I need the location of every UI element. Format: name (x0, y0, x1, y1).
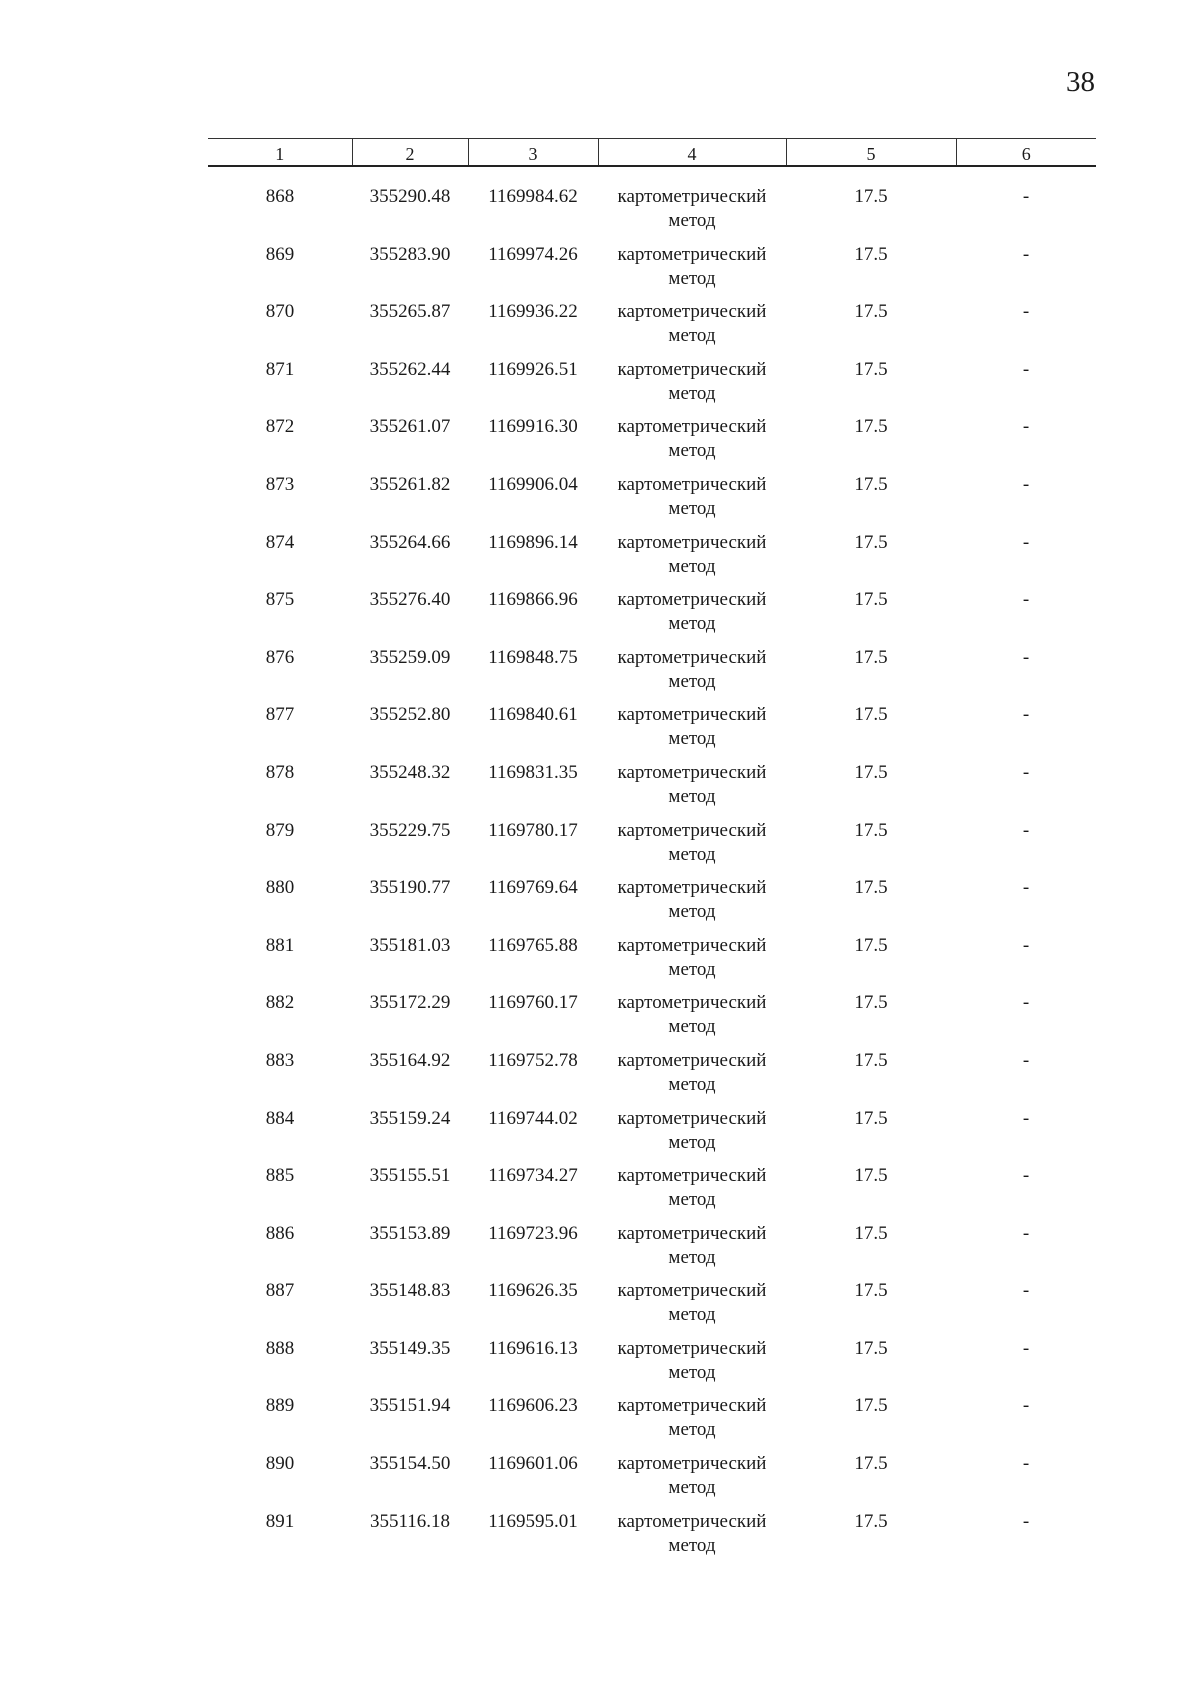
y-coordinate-cell: 1169831.35 (488, 761, 578, 783)
column-header: 3 (468, 139, 598, 167)
x-coordinate-cell: 355261.82 (369, 473, 451, 495)
method-text: метод (668, 1073, 716, 1095)
method-text: метод (668, 555, 716, 577)
x-coordinate-cell: 355155.51 (369, 1165, 451, 1187)
table-row (208, 703, 1096, 761)
method-cell (598, 531, 786, 589)
accuracy-cell: 17.5 (854, 473, 888, 495)
page-number: 38 (1066, 66, 1095, 98)
note-cell: - (1022, 704, 1030, 726)
x-coordinate-cell: 355149.35 (369, 1337, 451, 1359)
x-coordinate-cell: 355252.80 (369, 704, 451, 726)
method-text: метод (668, 1419, 716, 1441)
accuracy-cell: 17.5 (854, 589, 888, 611)
method-text: метод (668, 785, 716, 807)
method-cell (598, 934, 786, 992)
note-cell: - (1022, 819, 1030, 841)
y-coordinate-cell: 1169906.04 (488, 473, 578, 495)
method-text: метод (668, 613, 716, 635)
x-coordinate-cell: 355265.87 (369, 301, 451, 323)
table-row (208, 1164, 1096, 1222)
accuracy-cell: 17.5 (854, 1280, 888, 1302)
point-number-cell: 880 (265, 877, 295, 899)
y-coordinate-cell: 1169926.51 (488, 358, 578, 380)
note-cell: - (1022, 531, 1030, 553)
x-coordinate-cell: 355172.29 (369, 992, 451, 1014)
method-text: метод (668, 843, 716, 865)
method-text: картометрический (617, 1510, 767, 1532)
method-text: картометрический (617, 1395, 767, 1417)
y-coordinate-cell: 1169866.96 (488, 589, 578, 611)
table-body (208, 166, 1096, 1567)
method-text: картометрический (617, 1337, 767, 1359)
note-cell: - (1022, 473, 1030, 495)
table-row (208, 473, 1096, 531)
point-number-cell: 870 (265, 301, 295, 323)
note-cell: - (1022, 243, 1030, 265)
point-number-cell: 886 (265, 1222, 295, 1244)
point-number-cell: 876 (265, 646, 295, 668)
y-coordinate-cell: 1169744.02 (488, 1107, 578, 1129)
table-header-row (208, 139, 1096, 167)
table-row (208, 646, 1096, 704)
x-coordinate-cell: 355154.50 (369, 1453, 451, 1475)
accuracy-cell: 17.5 (854, 646, 888, 668)
y-coordinate-cell: 1169840.61 (488, 704, 578, 726)
y-coordinate-cell: 1169595.01 (488, 1510, 578, 1532)
accuracy-cell: 17.5 (854, 992, 888, 1014)
point-number-cell: 881 (265, 934, 295, 956)
accuracy-cell: 17.5 (854, 1395, 888, 1417)
x-coordinate-cell: 355290.48 (369, 186, 451, 207)
table-row (208, 1107, 1096, 1165)
table-row (208, 1452, 1096, 1510)
method-text: метод (668, 728, 716, 750)
column-header: 6 (956, 139, 1096, 167)
y-coordinate-cell: 1169734.27 (488, 1165, 578, 1187)
note-cell: - (1022, 1395, 1030, 1417)
y-coordinate-cell: 1169626.35 (488, 1280, 578, 1302)
method-text: картометрический (617, 704, 767, 726)
method-text: картометрический (617, 473, 767, 495)
method-text: картометрический (617, 1049, 767, 1071)
x-coordinate-cell: 355181.03 (369, 934, 451, 956)
method-text: картометрический (617, 358, 767, 380)
y-coordinate-cell: 1169936.22 (488, 301, 578, 323)
y-coordinate-cell: 1169606.23 (488, 1395, 578, 1417)
point-number-cell: 887 (265, 1280, 295, 1302)
table-row (208, 819, 1096, 877)
accuracy-cell: 17.5 (854, 1453, 888, 1475)
table-row (208, 1394, 1096, 1452)
point-number-cell: 874 (265, 531, 295, 553)
method-cell (598, 991, 786, 1049)
method-cell (598, 819, 786, 877)
y-coordinate-cell: 1169760.17 (488, 992, 578, 1014)
method-cell (598, 876, 786, 934)
point-number-cell: 889 (265, 1395, 295, 1417)
note-cell: - (1022, 1337, 1030, 1359)
method-cell (598, 358, 786, 416)
table-row (208, 1222, 1096, 1280)
table-row (208, 166, 1096, 243)
table-row (208, 1049, 1096, 1107)
x-coordinate-cell: 355148.83 (369, 1280, 451, 1302)
method-cell (598, 1394, 786, 1452)
method-cell (598, 415, 786, 473)
y-coordinate-cell: 1169896.14 (488, 531, 578, 553)
x-coordinate-cell: 355283.90 (369, 243, 451, 265)
method-cell (598, 703, 786, 761)
table-row (208, 243, 1096, 301)
method-cell (598, 646, 786, 704)
table-row (208, 1510, 1096, 1568)
accuracy-cell: 17.5 (854, 358, 888, 380)
note-cell: - (1022, 1453, 1030, 1475)
method-text: картометрический (617, 531, 767, 553)
method-text: картометрический (617, 992, 767, 1014)
x-coordinate-cell: 355190.77 (369, 877, 451, 899)
accuracy-cell: 17.5 (854, 301, 888, 323)
note-cell: - (1022, 589, 1030, 611)
method-cell (598, 473, 786, 531)
point-number-cell: 871 (265, 358, 295, 380)
method-cell (598, 1107, 786, 1165)
method-cell (598, 1452, 786, 1510)
point-number-cell: 883 (265, 1049, 295, 1071)
y-coordinate-cell: 1169769.64 (488, 877, 578, 899)
method-text: метод (668, 440, 716, 462)
note-cell: - (1022, 1510, 1030, 1532)
note-cell: - (1022, 301, 1030, 323)
table-row (208, 588, 1096, 646)
column-header: 1 (208, 139, 352, 167)
method-text: картометрический (617, 301, 767, 323)
method-text: картометрический (617, 1222, 767, 1244)
x-coordinate-cell: 355276.40 (369, 589, 451, 611)
note-cell: - (1022, 358, 1030, 380)
x-coordinate-cell: 355151.94 (369, 1395, 451, 1417)
method-text: метод (668, 1131, 716, 1153)
method-text: картометрический (617, 934, 767, 956)
method-text: метод (668, 1246, 716, 1268)
point-number-cell: 877 (265, 704, 295, 726)
note-cell: - (1022, 934, 1030, 956)
x-coordinate-cell: 355248.32 (369, 761, 451, 783)
accuracy-cell: 17.5 (854, 243, 888, 265)
method-text: картометрический (617, 877, 767, 899)
y-coordinate-cell: 1169848.75 (488, 646, 578, 668)
table-row (208, 531, 1096, 589)
point-number-cell: 890 (265, 1453, 295, 1475)
method-text: картометрический (617, 186, 767, 207)
x-coordinate-cell: 355259.09 (369, 646, 451, 668)
column-header: 5 (786, 139, 956, 167)
accuracy-cell: 17.5 (854, 877, 888, 899)
accuracy-cell: 17.5 (854, 1337, 888, 1359)
accuracy-cell: 17.5 (854, 704, 888, 726)
method-text: метод (668, 1016, 716, 1038)
point-number-cell: 873 (265, 473, 295, 495)
note-cell: - (1022, 761, 1030, 783)
x-coordinate-cell: 355164.92 (369, 1049, 451, 1071)
method-text: картометрический (617, 1453, 767, 1475)
method-cell (598, 1222, 786, 1280)
method-text: картометрический (617, 416, 767, 438)
method-cell (598, 1510, 786, 1568)
y-coordinate-cell: 1169984.62 (488, 186, 578, 207)
point-number-cell: 882 (265, 992, 295, 1014)
method-cell (598, 1049, 786, 1107)
x-coordinate-cell: 355262.44 (369, 358, 451, 380)
method-text: картометрический (617, 1107, 767, 1129)
accuracy-cell: 17.5 (854, 761, 888, 783)
note-cell: - (1022, 416, 1030, 438)
method-text: метод (668, 382, 716, 404)
note-cell: - (1022, 1280, 1030, 1302)
y-coordinate-cell: 1169765.88 (488, 934, 578, 956)
method-text: картометрический (617, 1280, 767, 1302)
method-text: картометрический (617, 646, 767, 668)
point-number-cell: 872 (265, 416, 295, 438)
point-number-cell: 885 (265, 1165, 295, 1187)
method-text: метод (668, 1304, 716, 1326)
note-cell: - (1022, 1049, 1030, 1071)
method-text: метод (668, 210, 716, 231)
point-number-cell: 879 (265, 819, 295, 841)
accuracy-cell: 17.5 (854, 186, 888, 207)
method-text: метод (668, 325, 716, 347)
table-row (208, 1337, 1096, 1395)
method-text: метод (668, 1189, 716, 1211)
point-number-cell: 868 (265, 186, 295, 207)
accuracy-cell: 17.5 (854, 1107, 888, 1129)
column-header: 4 (598, 139, 786, 167)
accuracy-cell: 17.5 (854, 819, 888, 841)
method-cell (598, 1337, 786, 1395)
method-text: метод (668, 267, 716, 289)
note-cell: - (1022, 1165, 1030, 1187)
method-text: метод (668, 497, 716, 519)
method-text: метод (668, 1534, 716, 1556)
accuracy-cell: 17.5 (854, 934, 888, 956)
note-cell: - (1022, 1107, 1030, 1129)
method-text: картометрический (617, 243, 767, 265)
method-cell (598, 300, 786, 358)
method-text: метод (668, 1361, 716, 1383)
method-text: метод (668, 901, 716, 923)
accuracy-cell: 17.5 (854, 531, 888, 553)
point-number-cell: 869 (265, 243, 295, 265)
point-number-cell: 875 (265, 589, 295, 611)
coordinates-table (208, 138, 1096, 1567)
note-cell: - (1022, 992, 1030, 1014)
note-cell: - (1022, 186, 1030, 207)
x-coordinate-cell: 355116.18 (369, 1510, 451, 1532)
column-header: 2 (352, 139, 468, 167)
y-coordinate-cell: 1169752.78 (488, 1049, 578, 1071)
y-coordinate-cell: 1169974.26 (488, 243, 578, 265)
accuracy-cell: 17.5 (854, 1165, 888, 1187)
note-cell: - (1022, 877, 1030, 899)
x-coordinate-cell: 355229.75 (369, 819, 451, 841)
table-row (208, 991, 1096, 1049)
method-cell (598, 166, 786, 243)
method-cell (598, 761, 786, 819)
point-number-cell: 891 (265, 1510, 295, 1532)
table-row (208, 934, 1096, 992)
note-cell: - (1022, 646, 1030, 668)
method-text: метод (668, 958, 716, 980)
method-text: картометрический (617, 1165, 767, 1187)
point-number-cell: 878 (265, 761, 295, 783)
method-text: метод (668, 670, 716, 692)
x-coordinate-cell: 355159.24 (369, 1107, 451, 1129)
y-coordinate-cell: 1169616.13 (488, 1337, 578, 1359)
method-cell (598, 588, 786, 646)
accuracy-cell: 17.5 (854, 1510, 888, 1532)
accuracy-cell: 17.5 (854, 1222, 888, 1244)
y-coordinate-cell: 1169601.06 (488, 1453, 578, 1475)
table-row (208, 300, 1096, 358)
y-coordinate-cell: 1169916.30 (488, 416, 578, 438)
x-coordinate-cell: 355153.89 (369, 1222, 451, 1244)
method-text: картометрический (617, 819, 767, 841)
accuracy-cell: 17.5 (854, 416, 888, 438)
x-coordinate-cell: 355264.66 (369, 531, 451, 553)
table-row (208, 1279, 1096, 1337)
table-row (208, 415, 1096, 473)
method-text: картометрический (617, 589, 767, 611)
y-coordinate-cell: 1169723.96 (488, 1222, 578, 1244)
method-text: метод (668, 1477, 716, 1499)
x-coordinate-cell: 355261.07 (369, 416, 451, 438)
method-cell (598, 1164, 786, 1222)
note-cell: - (1022, 1222, 1030, 1244)
point-number-cell: 888 (265, 1337, 295, 1359)
table-row (208, 876, 1096, 934)
method-cell (598, 243, 786, 301)
method-cell (598, 1279, 786, 1337)
table-row (208, 761, 1096, 819)
point-number-cell: 884 (265, 1107, 295, 1129)
table-row (208, 358, 1096, 416)
accuracy-cell: 17.5 (854, 1049, 888, 1071)
y-coordinate-cell: 1169780.17 (488, 819, 578, 841)
method-text: картометрический (617, 761, 767, 783)
